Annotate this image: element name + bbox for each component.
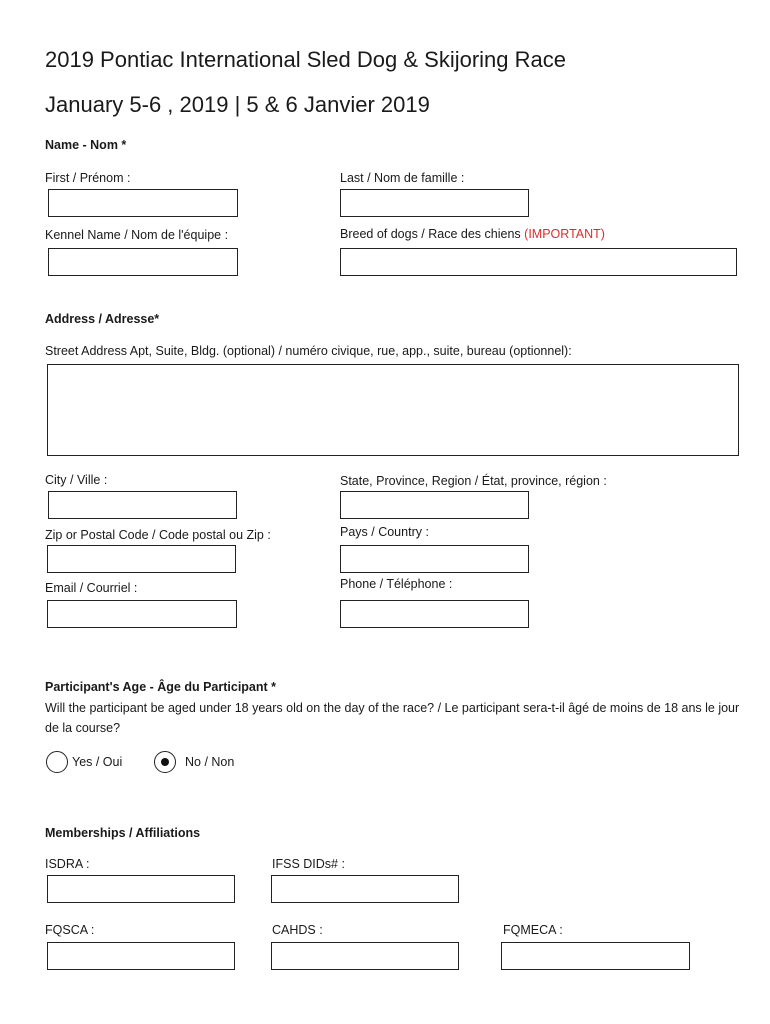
kennel-name-label: Kennel Name / Nom de l'équipe : [45,228,229,242]
kennel-name-input[interactable] [48,248,238,276]
last-name-label: Last / Nom de famille : [340,171,465,185]
city-input[interactable] [48,491,237,519]
fqmeca-label: FQMECA : [503,923,563,937]
fqsca-input[interactable] [47,942,235,970]
email-input[interactable] [47,600,237,628]
country-input[interactable] [340,545,529,573]
breed-input[interactable] [340,248,737,276]
fqsca-label: FQSCA : [45,923,95,937]
radio-no[interactable] [154,751,176,773]
cahds-input[interactable] [271,942,459,970]
first-name-input[interactable] [48,189,238,217]
age-section-heading: Participant's Age - Âge du Participant * [45,680,277,694]
ifss-label: IFSS DIDs# : [272,857,345,871]
fqmeca-input[interactable] [501,942,690,970]
breed-label-text: Breed of dogs / Race des chiens [340,227,521,241]
last-name-input[interactable] [340,189,529,217]
name-section-heading: Name - Nom * [45,138,127,152]
country-label: Pays / Country : [340,525,429,539]
isdra-label: ISDRA : [45,857,90,871]
address-section-heading: Address / Adresse* [45,312,160,326]
radio-yes[interactable] [46,751,68,773]
street-address-input[interactable] [47,364,739,456]
radio-no-label: No / Non [185,755,235,769]
radio-selected-dot [161,758,169,766]
isdra-input[interactable] [47,875,235,903]
event-dates: January 5-6 , 2019 | 5 & 6 Janvier 2019 [45,92,430,117]
breed-important-note: (IMPORTANT) [524,227,605,241]
form-title: 2019 Pontiac International Sled Dog & Skijoring Race [45,47,566,72]
zip-input[interactable] [47,545,236,573]
zip-label: Zip or Postal Code / Code postal ou Zip : [45,528,271,542]
state-input[interactable] [340,491,529,519]
breed-label [340,227,605,241]
age-question: Will the participant be aged under 18 years old on the day of the race? / Le participant sera-t-il âgé de moins de 18 ans le jour de la course? [45,701,740,735]
phone-input[interactable] [340,600,529,628]
state-label: State, Province, Region / État, province, région : [340,474,607,488]
street-address-label: Street Address Apt, Suite, Bldg. (optional) / numéro civique, rue, app., suite, bureau (optionnel): [45,344,572,358]
city-label: City / Ville : [45,473,108,487]
memberships-section-heading: Memberships / Affiliations [45,826,201,840]
cahds-label: CAHDS : [272,923,323,937]
radio-yes-label: Yes / Oui [72,755,123,769]
phone-label: Phone / Téléphone : [340,577,453,591]
first-name-label: First / Prénom : [45,171,131,185]
ifss-input[interactable] [271,875,459,903]
email-label: Email / Courriel : [45,581,138,595]
